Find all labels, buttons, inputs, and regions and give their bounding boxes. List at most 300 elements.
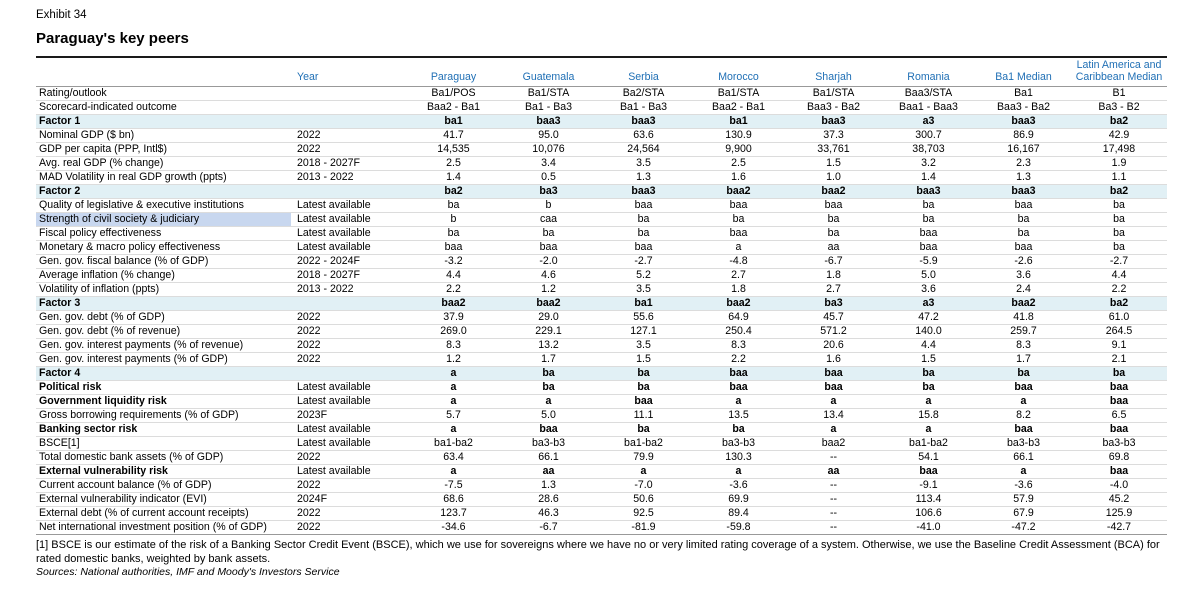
value-cell: baa bbox=[1071, 395, 1167, 409]
table-row bbox=[36, 465, 1167, 479]
value-cell: baa bbox=[691, 381, 786, 395]
value-cell: -81.9 bbox=[596, 521, 691, 535]
value-cell: a bbox=[691, 395, 786, 409]
value-cell: 6.5 bbox=[1071, 409, 1167, 423]
value-cell: baa3 bbox=[976, 185, 1071, 199]
year-cell bbox=[291, 115, 406, 129]
value-cell: -41.0 bbox=[881, 521, 976, 535]
value-cell: ba bbox=[1071, 227, 1167, 241]
value-cell: baa bbox=[976, 381, 1071, 395]
value-cell: 9,900 bbox=[691, 143, 786, 157]
footnote: [1] BSCE is our estimate of the risk of a Banking Sector Credit Event (BSCE), which we use for sovereigns where we have no or very limited rating coverage of a system. Otherwise, we use the Baseline Credit Assessment (BCA) for rated domestic banks, weighted by bank assets. bbox=[36, 539, 1160, 565]
value-cell: ba bbox=[406, 199, 501, 213]
value-cell: ba1 bbox=[596, 297, 691, 311]
value-cell: -42.7 bbox=[1071, 521, 1167, 535]
row-label: Factor 3 bbox=[36, 297, 291, 311]
value-cell: ba bbox=[691, 423, 786, 437]
value-cell: 1.4 bbox=[881, 171, 976, 185]
table-row bbox=[36, 199, 1167, 213]
value-cell: 300.7 bbox=[881, 129, 976, 143]
value-cell: 63.6 bbox=[596, 129, 691, 143]
value-cell: -2.7 bbox=[596, 255, 691, 269]
value-cell: ba bbox=[501, 381, 596, 395]
table-row bbox=[36, 395, 1167, 409]
value-cell: ba1-ba2 bbox=[596, 437, 691, 451]
row-label: Fiscal policy effectiveness bbox=[36, 227, 291, 241]
value-cell: 4.4 bbox=[881, 339, 976, 353]
value-cell: 69.8 bbox=[1071, 451, 1167, 465]
value-cell: 92.5 bbox=[596, 507, 691, 521]
value-cell: 264.5 bbox=[1071, 325, 1167, 339]
row-label: Political risk bbox=[36, 381, 291, 395]
value-cell: 1.7 bbox=[501, 353, 596, 367]
value-cell: b bbox=[406, 213, 501, 227]
value-cell: 1.8 bbox=[691, 283, 786, 297]
value-cell: 250.4 bbox=[691, 325, 786, 339]
value-cell: ba bbox=[1071, 213, 1167, 227]
value-cell: -5.9 bbox=[881, 255, 976, 269]
value-cell: ba3-b3 bbox=[691, 437, 786, 451]
value-cell: 2.7 bbox=[691, 269, 786, 283]
value-cell: 106.6 bbox=[881, 507, 976, 521]
value-cell: 3.5 bbox=[596, 283, 691, 297]
value-cell: 45.2 bbox=[1071, 493, 1167, 507]
value-cell: Ba1/STA bbox=[501, 87, 596, 101]
year-cell: 2018 - 2027F bbox=[291, 269, 406, 283]
value-cell: -- bbox=[786, 521, 881, 535]
value-cell: baa3 bbox=[786, 115, 881, 129]
value-cell: ba bbox=[596, 213, 691, 227]
value-cell: ba2 bbox=[1071, 115, 1167, 129]
value-cell: 1.6 bbox=[786, 353, 881, 367]
value-cell: 2.1 bbox=[1071, 353, 1167, 367]
value-cell: 2.3 bbox=[976, 157, 1071, 171]
year-cell: 2018 - 2027F bbox=[291, 157, 406, 171]
value-cell: 37.9 bbox=[406, 311, 501, 325]
value-cell: 67.9 bbox=[976, 507, 1071, 521]
value-cell: -4.0 bbox=[1071, 479, 1167, 493]
table-row bbox=[36, 213, 1167, 227]
value-cell: 5.7 bbox=[406, 409, 501, 423]
value-cell: 259.7 bbox=[976, 325, 1071, 339]
value-cell: 89.4 bbox=[691, 507, 786, 521]
value-cell: 2.5 bbox=[691, 157, 786, 171]
value-cell: -3.6 bbox=[976, 479, 1071, 493]
header-column: Latin America and Caribbean Median bbox=[1075, 59, 1163, 83]
row-label: Gen. gov. interest payments (% of revenue) bbox=[36, 339, 291, 353]
value-cell: baa bbox=[786, 367, 881, 381]
year-cell: 2022 bbox=[291, 143, 406, 157]
value-cell: ba bbox=[501, 367, 596, 381]
year-cell: Latest available bbox=[291, 227, 406, 241]
row-label: Factor 4 bbox=[36, 367, 291, 381]
year-cell: Latest available bbox=[291, 213, 406, 227]
row-label: Total domestic bank assets (% of GDP) bbox=[36, 451, 291, 465]
value-cell: ba3 bbox=[501, 185, 596, 199]
header-blank bbox=[36, 58, 291, 87]
value-cell: 9.1 bbox=[1071, 339, 1167, 353]
peer-comparison-table bbox=[36, 58, 1167, 535]
year-cell bbox=[291, 185, 406, 199]
value-cell: ba3 bbox=[786, 297, 881, 311]
row-label: External vulnerability risk bbox=[36, 465, 291, 479]
value-cell: baa bbox=[976, 423, 1071, 437]
row-label: Gen. gov. fiscal balance (% of GDP) bbox=[36, 255, 291, 269]
value-cell: a bbox=[691, 241, 786, 255]
row-label: Gen. gov. interest payments (% of GDP) bbox=[36, 353, 291, 367]
value-cell: 17,498 bbox=[1071, 143, 1167, 157]
sources-note: Sources: National authorities, IMF and Moody's Investors Service bbox=[36, 566, 340, 578]
year-cell: 2013 - 2022 bbox=[291, 171, 406, 185]
value-cell: a bbox=[976, 395, 1071, 409]
value-cell: 8.3 bbox=[406, 339, 501, 353]
value-cell: ba2 bbox=[1071, 185, 1167, 199]
year-cell: 2022 bbox=[291, 451, 406, 465]
row-label: External vulnerability indicator (EVI) bbox=[36, 493, 291, 507]
row-label: Rating/outlook bbox=[36, 87, 291, 101]
value-cell: 3.2 bbox=[881, 157, 976, 171]
value-cell: 2.4 bbox=[976, 283, 1071, 297]
value-cell: 4.4 bbox=[406, 269, 501, 283]
value-cell: 64.9 bbox=[691, 311, 786, 325]
value-cell: 113.4 bbox=[881, 493, 976, 507]
value-cell: 1.1 bbox=[1071, 171, 1167, 185]
year-cell: 2022 bbox=[291, 353, 406, 367]
value-cell: 1.7 bbox=[976, 353, 1071, 367]
row-label: Volatility of inflation (ppts) bbox=[36, 283, 291, 297]
value-cell: 1.9 bbox=[1071, 157, 1167, 171]
value-cell: -47.2 bbox=[976, 521, 1071, 535]
value-cell: -2.7 bbox=[1071, 255, 1167, 269]
value-cell: baa bbox=[691, 367, 786, 381]
value-cell: 1.0 bbox=[786, 171, 881, 185]
value-cell: ba bbox=[976, 213, 1071, 227]
table-row bbox=[36, 409, 1167, 423]
row-label: MAD Volatility in real GDP growth (ppts) bbox=[36, 171, 291, 185]
value-cell: 130.9 bbox=[691, 129, 786, 143]
table-row bbox=[36, 87, 1167, 101]
value-cell: baa2 bbox=[501, 297, 596, 311]
value-cell: Baa3/STA bbox=[881, 87, 976, 101]
value-cell: ba bbox=[881, 381, 976, 395]
factor-row bbox=[36, 367, 1167, 381]
value-cell: 15.8 bbox=[881, 409, 976, 423]
value-cell: 8.3 bbox=[691, 339, 786, 353]
year-cell: 2022 - 2024F bbox=[291, 255, 406, 269]
year-cell: 2022 bbox=[291, 311, 406, 325]
value-cell: 20.6 bbox=[786, 339, 881, 353]
value-cell: 3.5 bbox=[596, 339, 691, 353]
value-cell: 1.3 bbox=[976, 171, 1071, 185]
value-cell: 5.0 bbox=[881, 269, 976, 283]
value-cell: 269.0 bbox=[406, 325, 501, 339]
value-cell: 3.4 bbox=[501, 157, 596, 171]
value-cell: ba bbox=[596, 227, 691, 241]
value-cell: ba bbox=[501, 227, 596, 241]
table-row bbox=[36, 171, 1167, 185]
table-row bbox=[36, 129, 1167, 143]
value-cell: ba bbox=[976, 367, 1071, 381]
row-label: Government liquidity risk bbox=[36, 395, 291, 409]
value-cell: 1.8 bbox=[786, 269, 881, 283]
year-cell: 2024F bbox=[291, 493, 406, 507]
value-cell: baa bbox=[1071, 381, 1167, 395]
value-cell: a bbox=[691, 465, 786, 479]
row-label: Avg. real GDP (% change) bbox=[36, 157, 291, 171]
value-cell: baa bbox=[786, 381, 881, 395]
value-cell: ba2 bbox=[406, 185, 501, 199]
table-row bbox=[36, 227, 1167, 241]
value-cell: baa bbox=[596, 241, 691, 255]
value-cell: a bbox=[596, 465, 691, 479]
value-cell: 1.5 bbox=[881, 353, 976, 367]
value-cell: ba3-b3 bbox=[1071, 437, 1167, 451]
value-cell: 130.3 bbox=[691, 451, 786, 465]
value-cell: 50.6 bbox=[596, 493, 691, 507]
value-cell: Ba1/STA bbox=[691, 87, 786, 101]
value-cell: Ba1 - Ba3 bbox=[596, 101, 691, 115]
value-cell: ba bbox=[406, 227, 501, 241]
row-label: Scorecard-indicated outcome bbox=[36, 101, 291, 115]
value-cell: baa3 bbox=[596, 185, 691, 199]
value-cell: a bbox=[976, 465, 1071, 479]
value-cell: ba2 bbox=[1071, 297, 1167, 311]
value-cell: a3 bbox=[881, 115, 976, 129]
value-cell: baa2 bbox=[406, 297, 501, 311]
value-cell: 1.5 bbox=[596, 353, 691, 367]
table-row bbox=[36, 339, 1167, 353]
value-cell: baa bbox=[596, 199, 691, 213]
row-label: BSCE[1] bbox=[36, 437, 291, 451]
table-header-row bbox=[36, 58, 1167, 87]
value-cell: baa3 bbox=[881, 185, 976, 199]
row-label: GDP per capita (PPP, Intl$) bbox=[36, 143, 291, 157]
row-label: Factor 1 bbox=[36, 115, 291, 129]
value-cell: a bbox=[406, 423, 501, 437]
value-cell: -2.6 bbox=[976, 255, 1071, 269]
table-row bbox=[36, 521, 1167, 535]
value-cell: 4.4 bbox=[1071, 269, 1167, 283]
table-row bbox=[36, 101, 1167, 115]
value-cell: aa bbox=[501, 465, 596, 479]
value-cell: a bbox=[881, 423, 976, 437]
value-cell: ba1-ba2 bbox=[881, 437, 976, 451]
value-cell: ba bbox=[596, 381, 691, 395]
value-cell: Ba2/STA bbox=[596, 87, 691, 101]
value-cell: -9.1 bbox=[881, 479, 976, 493]
value-cell: 8.3 bbox=[976, 339, 1071, 353]
table-row bbox=[36, 157, 1167, 171]
year-cell: 2022 bbox=[291, 325, 406, 339]
value-cell: -2.0 bbox=[501, 255, 596, 269]
row-label: Gen. gov. debt (% of revenue) bbox=[36, 325, 291, 339]
value-cell: 1.4 bbox=[406, 171, 501, 185]
value-cell: a bbox=[501, 395, 596, 409]
table-row bbox=[36, 325, 1167, 339]
row-label: Strength of civil society & judiciary bbox=[36, 213, 291, 227]
factor-row bbox=[36, 185, 1167, 199]
value-cell: baa2 bbox=[786, 437, 881, 451]
value-cell: Baa2 - Ba1 bbox=[691, 101, 786, 115]
year-cell: Latest available bbox=[291, 199, 406, 213]
value-cell: ba bbox=[881, 213, 976, 227]
value-cell: -7.0 bbox=[596, 479, 691, 493]
table-row bbox=[36, 283, 1167, 297]
table-row bbox=[36, 255, 1167, 269]
value-cell: baa2 bbox=[691, 185, 786, 199]
value-cell: ba1 bbox=[406, 115, 501, 129]
year-cell bbox=[291, 101, 406, 115]
table-row bbox=[36, 353, 1167, 367]
value-cell: 1.2 bbox=[406, 353, 501, 367]
row-label: External debt (% of current account receipts) bbox=[36, 507, 291, 521]
year-cell: Latest available bbox=[291, 423, 406, 437]
value-cell: 46.3 bbox=[501, 507, 596, 521]
value-cell: -- bbox=[786, 451, 881, 465]
value-cell: aa bbox=[786, 465, 881, 479]
value-cell: 1.3 bbox=[596, 171, 691, 185]
value-cell: 29.0 bbox=[501, 311, 596, 325]
year-cell: Latest available bbox=[291, 395, 406, 409]
value-cell: 13.2 bbox=[501, 339, 596, 353]
row-label: Gen. gov. debt (% of GDP) bbox=[36, 311, 291, 325]
table-body bbox=[36, 87, 1167, 535]
value-cell: Baa3 - Ba2 bbox=[786, 101, 881, 115]
value-cell: 28.6 bbox=[501, 493, 596, 507]
value-cell: 55.6 bbox=[596, 311, 691, 325]
factor-row bbox=[36, 297, 1167, 311]
value-cell: baa bbox=[691, 199, 786, 213]
value-cell: 42.9 bbox=[1071, 129, 1167, 143]
value-cell: Ba3 - B2 bbox=[1071, 101, 1167, 115]
value-cell: 66.1 bbox=[976, 451, 1071, 465]
value-cell: Baa1 - Baa3 bbox=[881, 101, 976, 115]
value-cell: 11.1 bbox=[596, 409, 691, 423]
value-cell: a bbox=[406, 395, 501, 409]
value-cell: baa2 bbox=[786, 185, 881, 199]
value-cell: -6.7 bbox=[501, 521, 596, 535]
value-cell: 61.0 bbox=[1071, 311, 1167, 325]
value-cell: -6.7 bbox=[786, 255, 881, 269]
value-cell: B1 bbox=[1071, 87, 1167, 101]
year-cell: Latest available bbox=[291, 437, 406, 451]
year-cell bbox=[291, 297, 406, 311]
value-cell: baa2 bbox=[976, 297, 1071, 311]
value-cell: Ba1/POS bbox=[406, 87, 501, 101]
table-row bbox=[36, 479, 1167, 493]
table-row bbox=[36, 241, 1167, 255]
value-cell: 95.0 bbox=[501, 129, 596, 143]
value-cell: 45.7 bbox=[786, 311, 881, 325]
value-cell: baa bbox=[596, 395, 691, 409]
value-cell: ba bbox=[786, 227, 881, 241]
value-cell: baa bbox=[976, 199, 1071, 213]
value-cell: a bbox=[406, 367, 501, 381]
value-cell: 38,703 bbox=[881, 143, 976, 157]
table-row bbox=[36, 311, 1167, 325]
table-row bbox=[36, 493, 1167, 507]
value-cell: baa bbox=[501, 423, 596, 437]
value-cell: -- bbox=[786, 507, 881, 521]
value-cell: Ba1/STA bbox=[786, 87, 881, 101]
value-cell: baa bbox=[976, 241, 1071, 255]
table-row bbox=[36, 381, 1167, 395]
value-cell: baa3 bbox=[596, 115, 691, 129]
value-cell: ba bbox=[976, 227, 1071, 241]
value-cell: ba bbox=[596, 423, 691, 437]
value-cell: baa bbox=[406, 241, 501, 255]
value-cell: 66.1 bbox=[501, 451, 596, 465]
year-cell: 2022 bbox=[291, 507, 406, 521]
year-cell: Latest available bbox=[291, 381, 406, 395]
year-cell bbox=[291, 367, 406, 381]
row-label: Factor 2 bbox=[36, 185, 291, 199]
value-cell: 69.9 bbox=[691, 493, 786, 507]
value-cell: 10,076 bbox=[501, 143, 596, 157]
table-row bbox=[36, 269, 1167, 283]
value-cell: baa bbox=[881, 227, 976, 241]
value-cell: 68.6 bbox=[406, 493, 501, 507]
value-cell: 41.7 bbox=[406, 129, 501, 143]
year-cell: 2013 - 2022 bbox=[291, 283, 406, 297]
value-cell: Ba1 bbox=[976, 87, 1071, 101]
exhibit-label: Exhibit 34 bbox=[36, 9, 87, 21]
value-cell: ba bbox=[786, 213, 881, 227]
value-cell: ba bbox=[596, 367, 691, 381]
value-cell: Baa3 - Ba2 bbox=[976, 101, 1071, 115]
value-cell: baa3 bbox=[976, 115, 1071, 129]
value-cell: a3 bbox=[881, 297, 976, 311]
value-cell: 57.9 bbox=[976, 493, 1071, 507]
value-cell: a bbox=[406, 381, 501, 395]
value-cell: a bbox=[786, 423, 881, 437]
table-row bbox=[36, 507, 1167, 521]
table-row bbox=[36, 451, 1167, 465]
row-label: Current account balance (% of GDP) bbox=[36, 479, 291, 493]
year-cell: 2022 bbox=[291, 521, 406, 535]
value-cell: a bbox=[881, 395, 976, 409]
value-cell: -7.5 bbox=[406, 479, 501, 493]
value-cell: -- bbox=[786, 493, 881, 507]
value-cell: ba3-b3 bbox=[501, 437, 596, 451]
value-cell: 13.5 bbox=[691, 409, 786, 423]
value-cell: Baa2 - Ba1 bbox=[406, 101, 501, 115]
header-column: Serbia bbox=[628, 71, 659, 83]
value-cell: baa bbox=[881, 241, 976, 255]
value-cell: ba bbox=[881, 367, 976, 381]
value-cell: ba1-ba2 bbox=[406, 437, 501, 451]
value-cell: 8.2 bbox=[976, 409, 1071, 423]
exhibit-title: Paraguay's key peers bbox=[36, 30, 189, 47]
row-label: Gross borrowing requirements (% of GDP) bbox=[36, 409, 291, 423]
header-column: Guatemala bbox=[522, 71, 575, 83]
year-cell bbox=[291, 87, 406, 101]
value-cell: 123.7 bbox=[406, 507, 501, 521]
year-cell: 2023F bbox=[291, 409, 406, 423]
value-cell: ba bbox=[1071, 199, 1167, 213]
value-cell: ba bbox=[691, 213, 786, 227]
value-cell: 63.4 bbox=[406, 451, 501, 465]
value-cell: 14,535 bbox=[406, 143, 501, 157]
value-cell: 24,564 bbox=[596, 143, 691, 157]
value-cell: 2.7 bbox=[786, 283, 881, 297]
value-cell: -3.2 bbox=[406, 255, 501, 269]
year-cell: 2022 bbox=[291, 479, 406, 493]
value-cell: 3.6 bbox=[976, 269, 1071, 283]
value-cell: 1.6 bbox=[691, 171, 786, 185]
row-label: Net international investment position (% of GDP) bbox=[36, 521, 291, 535]
value-cell: 2.2 bbox=[406, 283, 501, 297]
